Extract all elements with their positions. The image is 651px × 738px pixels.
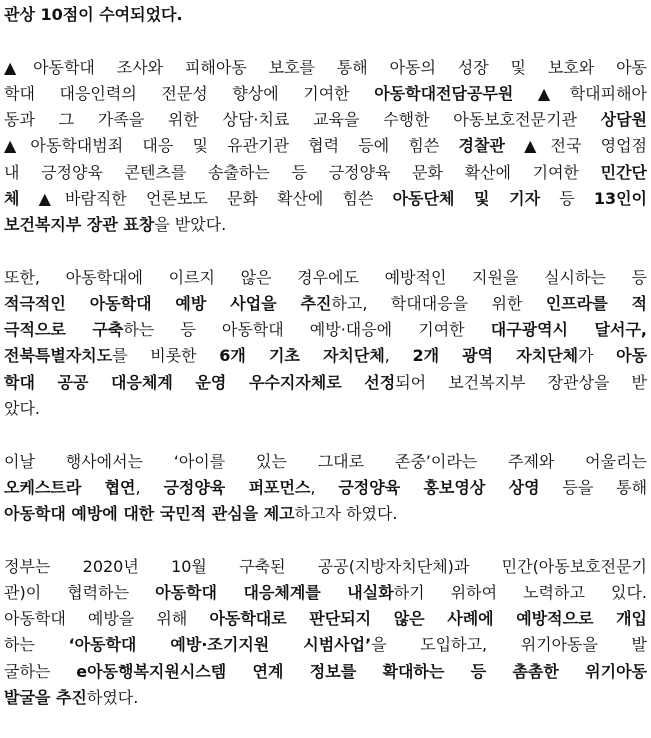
text-line: [4, 55, 647, 81]
bold-text: 관상 10점이 수여되었다.: [4, 5, 183, 24]
body-text: 굴하는: [4, 661, 77, 681]
text-line: [4, 186, 647, 212]
body-text: 을 받았다.: [154, 215, 227, 234]
bold-text: 학대 공공 대응체계 운영 우수지자체로 선정: [4, 372, 396, 392]
bold-text: 아동: [616, 346, 647, 366]
bold-text: 체: [4, 188, 20, 208]
body-text: 학대 대응인력의 전문성 향상에 기여한: [4, 84, 375, 103]
body-text: ▲바람직한 언론보도 문화 확산에 힘쓴: [19, 188, 393, 208]
bold-text: 오케스트라 협연: [4, 477, 136, 497]
bold-text: 아동학대전담공무원: [374, 84, 514, 103]
bold-text: 긍정양육 홍보영상 상영: [338, 477, 540, 497]
body-text: 았다.: [4, 398, 40, 418]
text-line: [4, 659, 647, 685]
body-text: 아동학대 예방을 위해: [4, 609, 210, 629]
text-line: [4, 370, 647, 396]
body-text: ,: [135, 477, 164, 497]
bold-text: 6개 기초 자치단체: [219, 346, 385, 366]
bold-text: 아동학대 대응체계를 내실화: [155, 583, 394, 602]
body-text: 관)이 협력하는: [4, 583, 156, 602]
body-text: 또한, 아동학대에 이르지 않은 경우에도 예방적인 지원을 실시하는 등: [4, 267, 647, 287]
bold-text: 전북특별자치도: [4, 346, 113, 366]
body-text: 하고자 하였다.: [294, 504, 398, 523]
bold-text: 긍정양육 퍼포먼스: [163, 477, 311, 497]
body-text: ▲아동학대범죄 대응 및 유관기관 협력 등에 힘쓴: [4, 136, 459, 156]
body-text: 이날 행사에서는 ‘아이를 있는 그대로 존중’이라는 주제와 어울리는: [4, 451, 647, 471]
bold-text: 경찰관: [458, 136, 505, 156]
bold-text: 상담원: [600, 110, 647, 130]
body-text: ▲전국 영업점: [504, 136, 647, 156]
text-line: [4, 449, 647, 475]
body-text: ▲학대피해아: [513, 84, 647, 103]
text-line: [4, 265, 647, 291]
text-line: [4, 501, 647, 527]
bold-text: 보건복지부 장관 표창: [4, 215, 155, 234]
text-line: [4, 396, 647, 422]
body-text: 동과 그 가족을 위한 상담·치료 교육을 수행한 아동보호전문기관: [4, 110, 601, 130]
text-line: [4, 580, 647, 606]
bold-text: 대구광역시 달서구,: [490, 320, 647, 340]
bold-text: 2개 광역 자치단체: [412, 346, 579, 366]
body-text: 하고, 학대대응을 위한: [331, 294, 546, 313]
body-text: 하기 위하여 노력하고 있다.: [393, 583, 647, 602]
bold-text: ‘아동학대 예방·조기지원 시범사업’: [68, 635, 372, 655]
body-text: 등: [540, 188, 594, 208]
body-text: ,: [310, 477, 339, 497]
bold-text: 민간단: [600, 162, 647, 182]
bold-text: 발굴을 추진: [4, 687, 87, 707]
text-line: [4, 632, 647, 658]
body-text: 내 긍정양육 콘텐츠를 송출하는 등 긍정양육 문화 확산에 기여한: [4, 162, 601, 182]
bold-text: 13인이: [593, 188, 647, 208]
body-text: 정부는 2020년 10월 구축된 공공(지방자치단체)과 민간(아동보호전문기: [4, 556, 647, 576]
text-line: [4, 317, 647, 343]
body-text: ,: [384, 346, 413, 366]
body-text: 등을 통해: [539, 477, 647, 497]
text-line: [4, 554, 647, 580]
text-line: [4, 606, 647, 632]
text-line: [4, 343, 647, 369]
bold-text: e아동행복지원시스템 연계 정보를 확대하는 등 촘촘한 위기아동: [76, 661, 647, 681]
bold-text: 인프라를 적: [545, 294, 647, 313]
body-text: 을 도입하고, 위기아동을 발: [371, 635, 647, 655]
body-text: 하였다.: [86, 687, 139, 707]
text-line: [4, 212, 647, 238]
text-line: [4, 685, 647, 711]
bold-text: 극적으로 구축: [4, 320, 124, 340]
text-line: [4, 475, 647, 501]
bold-text: 아동학대 예방에 대한 국민적 관심을 제고: [4, 504, 295, 523]
body-text: 되어 보건복지부 장관상을 받: [395, 372, 647, 392]
bold-text: 아동학대로 판단되지 않은 사례에 예방적으로 개입: [209, 609, 647, 629]
body-text: 를 비롯한: [112, 346, 220, 366]
text-line: [4, 81, 647, 107]
body-text: 하는: [4, 635, 69, 655]
bold-text: 아동단체 및 기자: [392, 188, 541, 208]
body-text: ▲아동학대 조사와 피해아동 보호를 통해 아동의 성장 및 보호와 아동: [4, 57, 647, 77]
text-line: [4, 2, 647, 28]
body-text: 가: [578, 346, 617, 366]
text-line: [4, 291, 647, 317]
text-line: [4, 133, 647, 159]
body-text: 하는 등 아동학대 예방·대응에 기여한: [123, 320, 491, 340]
text-line: [4, 160, 647, 186]
text-line: [4, 107, 647, 133]
bold-text: 적극적인 아동학대 예방 사업을 추진: [4, 294, 332, 313]
